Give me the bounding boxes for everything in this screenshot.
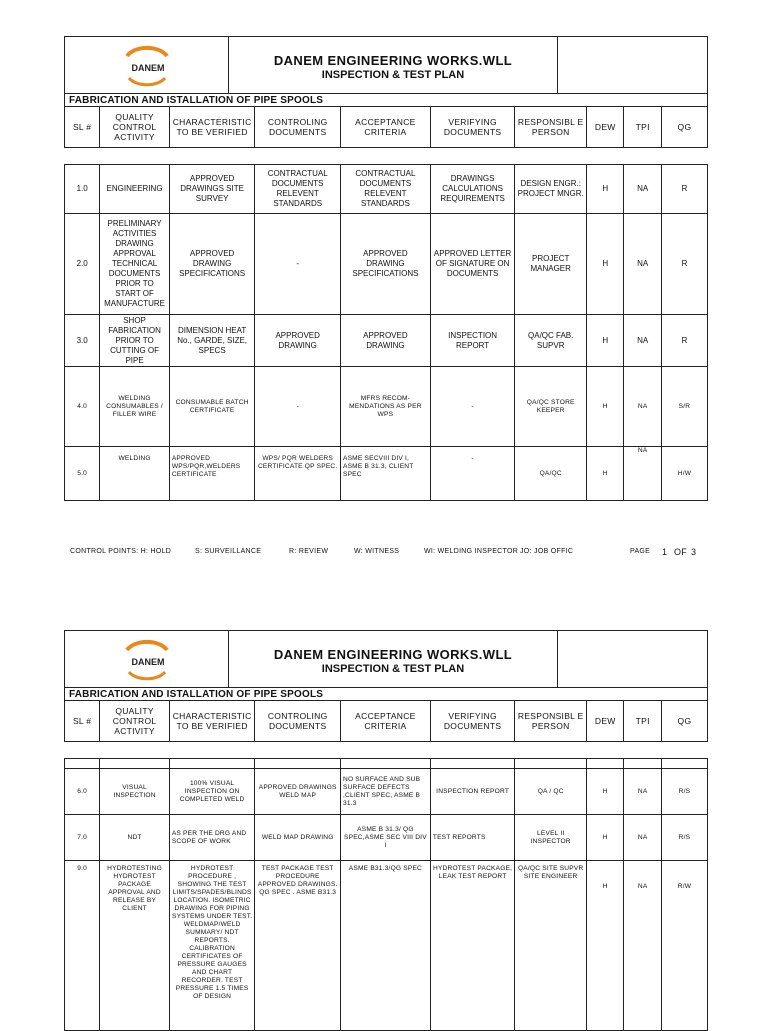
cell: NA <box>624 315 661 367</box>
cell: NA <box>624 214 661 315</box>
cell: NDT <box>100 815 170 861</box>
title-cell <box>228 630 558 688</box>
cell: WELD MAP DRAWING <box>255 815 341 861</box>
footer-surveillance: S: SURVEILLANCE <box>195 548 262 555</box>
cell: APPROVED DRAWINGS WELD MAP <box>255 769 341 815</box>
col-responsible: RESPONSIBL E PERSON <box>515 107 587 148</box>
col-qg: QG <box>661 701 707 742</box>
table-row <box>65 165 708 214</box>
cell: 100% VISUAL INSPECTION ON COMPLETED WELD <box>169 769 255 815</box>
table-row <box>65 861 708 1031</box>
cell: - <box>255 214 341 315</box>
logo-cell <box>64 630 229 688</box>
table-row <box>65 315 708 367</box>
table-row <box>65 447 708 501</box>
col-controlling-docs: CONTROLING DOCUMENTS <box>255 107 341 148</box>
cell: DRAWINGS CALCULATIONS REQUIREMENTS <box>430 165 515 214</box>
cell: NA <box>624 165 661 214</box>
cell: NA <box>624 447 661 501</box>
cell: LEVEL II INSPECTOR <box>515 815 587 861</box>
project-bar <box>64 93 708 107</box>
itp-table-page2 <box>64 758 708 1031</box>
cell: 6.0 <box>65 769 100 815</box>
cell: QA / QC <box>515 769 587 815</box>
cell: ENGINEERING <box>100 165 170 214</box>
cell: AS PER THE DRG AND SCOPE OF WORK <box>169 815 255 861</box>
logo-text: DANEM <box>131 63 165 73</box>
footer-page-number: 1 <box>662 547 668 557</box>
cell: APPROVED DRAWING SPECIFICATIONS <box>169 214 255 315</box>
cell: - <box>255 367 341 447</box>
col-tpi: TPI <box>624 701 661 742</box>
col-tpi: TPI <box>624 107 661 148</box>
footer-page-label: PAGE <box>630 548 651 555</box>
logo-text: DANEM <box>131 657 165 667</box>
cell: H <box>587 861 624 1031</box>
cell: APPROVED DRAWING SPECIFICATIONS <box>340 214 430 315</box>
cell: 4.0 <box>65 367 100 447</box>
doc-subtitle: INSPECTION & TEST PLAN <box>321 663 465 675</box>
cell: QA/QC <box>515 447 587 501</box>
cell: R/S <box>661 769 707 815</box>
cell: H <box>587 214 624 315</box>
cell: WELDING <box>100 447 170 501</box>
cell: MFRS RECOM- MENDATIONS AS PER WPS <box>340 367 430 447</box>
cell: TEST PACKAGE TEST PROCEDURE APPROVED DRAWINGS. QG SPEC . ASME B31.3 <box>255 861 341 1031</box>
table-row <box>65 214 708 315</box>
cell: R <box>661 214 707 315</box>
company-name: DANEM ENGINEERING WORKS.WLL <box>273 53 513 68</box>
cell: PROJECT MANAGER <box>515 214 587 315</box>
itp-table-page1 <box>64 164 708 501</box>
col-characteristic: CHARACTERISTIC TO BE VERIFIED <box>169 701 255 742</box>
cell: NA <box>624 861 661 1031</box>
cell: ASME B31.3/QG SPEC <box>340 861 430 1031</box>
col-qg: QG <box>661 107 707 148</box>
cell: 3.0 <box>65 315 100 367</box>
col-qc-activity: QUALITY CONTROL ACTIVITY <box>100 107 170 148</box>
cell: CONSUMABLE BATCH CERTIFICATE <box>169 367 255 447</box>
cell: QA/QC SITE SUPVR SITE ENGINEER <box>515 861 587 1031</box>
cell: APPROVED DRAWING <box>340 315 430 367</box>
cell: NO SURFACE AND SUB SURFACE DEFECTS ,CLIENT SPEC, ASME B 31.3 <box>340 769 430 815</box>
cell: S/R <box>661 367 707 447</box>
cell: APPROVED DRAWING <box>255 315 341 367</box>
cell: 1.0 <box>65 165 100 214</box>
col-verifying-docs: VERIFYING DOCUMENTS <box>430 107 515 148</box>
cell: WPS/ PQR WELDERS CERTIFICATE QP SPEC. <box>255 447 341 501</box>
cell: NA <box>624 367 661 447</box>
cell: ASME B 31.3/ QG SPEC,ASME SEC VIII DIV I <box>340 815 430 861</box>
project-title: FABRICATION AND ISTALLATION OF PIPE SPOOLS <box>69 689 324 700</box>
cell: H/W <box>661 447 707 501</box>
cell: 2.0 <box>65 214 100 315</box>
cell: NA <box>624 769 661 815</box>
cell: H <box>587 769 624 815</box>
cell: 5.0 <box>65 447 100 501</box>
col-characteristic: CHARACTERISTIC TO BE VERIFIED <box>169 107 255 148</box>
table-row <box>65 769 708 815</box>
cell: ASME SECVIII DIV I, ASME B 31.3, CLIENT SPEC <box>340 447 430 501</box>
cell: R <box>661 315 707 367</box>
cell: INSPECTION REPORT <box>430 769 515 815</box>
table-row <box>65 759 708 769</box>
column-header-table <box>64 700 708 742</box>
cell: H <box>587 165 624 214</box>
cell: 9.0 <box>65 861 100 1031</box>
table-row <box>65 367 708 447</box>
title-right-cell <box>557 36 708 94</box>
company-name: DANEM ENGINEERING WORKS.WLL <box>273 647 513 662</box>
cell: H <box>587 315 624 367</box>
col-sl: SL # <box>65 701 100 742</box>
cell: APPROVED LETTER OF SIGNATURE ON DOCUMENTS <box>430 214 515 315</box>
cell: - <box>430 367 515 447</box>
col-dew: DEW <box>587 107 624 148</box>
table-row <box>65 815 708 861</box>
cell: CONTRACTUAL DOCUMENTS RELEVENT STANDARDS <box>340 165 430 214</box>
column-header-table <box>64 106 708 148</box>
col-responsible: RESPONSIBL E PERSON <box>515 701 587 742</box>
cell: INSPECTION REPORT <box>430 315 515 367</box>
footer-hold: CONTROL POINTS: H: HOLD <box>70 548 172 555</box>
cell: R/S <box>661 815 707 861</box>
title-cell <box>228 36 558 94</box>
footer-page-total: 3 <box>691 547 697 557</box>
cell: TEST REPORTS <box>430 815 515 861</box>
cell: HYDROTESTING HYDROTEST PACKAGE APPROVAL AND RELEASE BY CLIENT <box>100 861 170 1031</box>
cell: WELDING CONSUMABLES / FILLER WIRE <box>100 367 170 447</box>
cell: SHOP FABRICATION PRIOR TO CUTTING OF PIPE <box>100 315 170 367</box>
cell: H <box>587 447 624 501</box>
cell: HYDROTEST PACKAGE, LEAK TEST REPORT <box>430 861 515 1031</box>
cell: VISUAL INSPECTION <box>100 769 170 815</box>
col-dew: DEW <box>587 701 624 742</box>
cell: H <box>587 815 624 861</box>
cell: - <box>430 447 515 501</box>
footer-job-office: JO: JOB OFFIC <box>520 548 574 555</box>
cell: DIMENSION HEAT No., GARDE, SIZE, SPECS <box>169 315 255 367</box>
col-qc-activity: QUALITY CONTROL ACTIVITY <box>100 701 170 742</box>
cell: HYDROTEST PROCEDURE , SHOWING THE TEST LIMITS/SPADES/BLINDS LOCATION. ISOMETRIC DRAWING FOR PIPING SYSTEMS UNDER TEST. WELDMAP/WELD SUMMARY/ NDT REPORTS. CALIBRATION CERTIFICATES OF PRESSURE GAUGES AND CHART RECORDER. TEST PRESSURE 1.5 TIMES OF DESIGN <box>169 861 255 1031</box>
col-sl: SL # <box>65 107 100 148</box>
project-bar <box>64 687 708 701</box>
footer-welding-inspector: WI: WELDING INSPECTOR <box>424 548 519 555</box>
col-acceptance: ACCEPTANCE CRITERIA <box>340 107 430 148</box>
project-title: FABRICATION AND ISTALLATION OF PIPE SPOOLS <box>69 95 324 106</box>
cell: APPROVED WPS/PQR,WELDERS CERTIFICATE <box>169 447 255 501</box>
cell: NA <box>624 815 661 861</box>
col-acceptance: ACCEPTANCE CRITERIA <box>340 701 430 742</box>
cell: H <box>587 367 624 447</box>
doc-subtitle: INSPECTION & TEST PLAN <box>321 69 465 81</box>
cell: QA/QC STORE KEEPER <box>515 367 587 447</box>
cell: QA/QC FAB. SUPVR <box>515 315 587 367</box>
footer-witness: W: WITNESS <box>354 548 400 555</box>
cell: CONTRACTUAL DOCUMENTS RELEVENT STANDARDS <box>255 165 341 214</box>
cell: PRELIMINARY ACTIVITIES DRAWING APPROVAL TECHNICAL DOCUMENTS PRIOR TO START OF MANUFACTURE <box>100 214 170 315</box>
cell: R <box>661 165 707 214</box>
title-right-cell <box>557 630 708 688</box>
col-controlling-docs: CONTROLING DOCUMENTS <box>255 701 341 742</box>
cell: 7.0 <box>65 815 100 861</box>
cell: DESIGN ENGR.: PROJECT MNGR. <box>515 165 587 214</box>
footer-review: R: REVIEW <box>289 548 329 555</box>
logo-cell <box>64 36 229 94</box>
footer-of-label: OF <box>674 547 688 557</box>
cell: APPROVED DRAWINGS SITE SURVEY <box>169 165 255 214</box>
cell: R/W <box>661 861 707 1031</box>
col-verifying-docs: VERIFYING DOCUMENTS <box>430 701 515 742</box>
danem-logo-icon <box>117 638 177 684</box>
